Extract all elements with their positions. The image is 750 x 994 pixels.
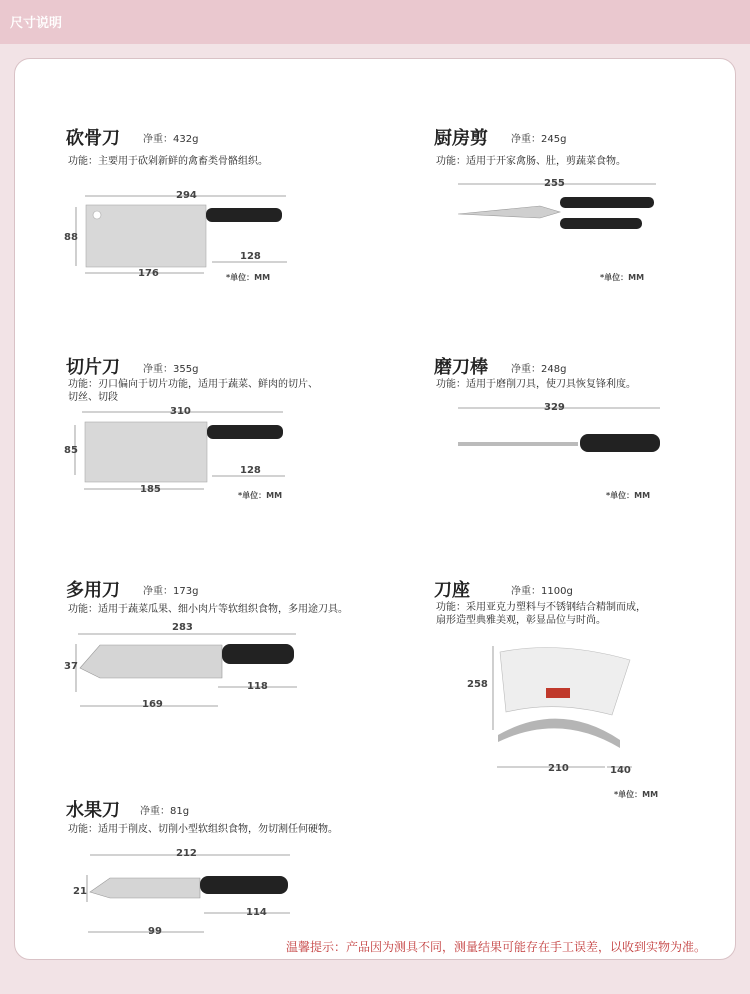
product-function-line2: 扇形造型典雅美观，彰显品位与时尚。 xyxy=(436,615,606,626)
product-name-slicer: 切片刀 xyxy=(66,357,120,378)
product-weight: 净重：245g xyxy=(511,134,567,145)
dimension-length: 294 xyxy=(176,190,197,201)
product-name-utility-knife: 多用刀 xyxy=(66,580,120,601)
dimension-blade: 169 xyxy=(142,699,163,710)
dimension-blade: 176 xyxy=(138,268,159,279)
dimension-length: 329 xyxy=(544,402,565,413)
unit-label: *单位：MM xyxy=(606,491,651,500)
product-function-line1: 功能：刃口偏向于切片功能，适用于蔬菜、鲜肉的切片、 xyxy=(68,379,318,390)
dimension-length: 212 xyxy=(176,848,197,859)
product-function: 功能：适用于磨削刀具，使刀具恢复锋利度。 xyxy=(436,379,636,390)
footer-tip: 温馨提示：产品因为测具不同，测量结果可能存在手工误差，以收到实物为准。 xyxy=(286,940,707,954)
dimension-length: 310 xyxy=(170,406,191,417)
product-name-fruit-knife: 水果刀 xyxy=(66,800,120,821)
product-function: 功能：适用于削皮、切削小型软组织食物，勿切割任何硬物。 xyxy=(68,824,338,835)
fruit-handle-image xyxy=(200,876,288,894)
dimension-handle: 128 xyxy=(240,465,261,476)
dimension-height: 258 xyxy=(467,679,488,690)
dimension-height: 37 xyxy=(64,661,78,672)
product-name-knife-block: 刀座 xyxy=(434,580,470,601)
dimension-handle: 128 xyxy=(240,251,261,262)
product-weight: 净重：432g xyxy=(143,134,199,145)
dimension-width: 210 xyxy=(548,763,569,774)
dimension-handle: 118 xyxy=(247,681,268,692)
dimension-height: 21 xyxy=(73,886,87,897)
product-name-scissors: 厨房剪 xyxy=(434,128,488,149)
dimension-length: 283 xyxy=(172,622,193,633)
fruit-blade-image xyxy=(90,878,200,898)
product-function: 功能：适用于蔬菜瓜果、细小肉片等软组织食物，多用途刀具。 xyxy=(68,604,348,615)
dimension-blade: 185 xyxy=(140,484,161,495)
product-function: 功能：主要用于砍剁新鲜的禽畜类骨骼组织。 xyxy=(68,156,268,167)
dimension-depth: 140 xyxy=(610,765,631,776)
product-function-line1: 功能：采用亚克力塑料与不锈钢结合精制而成， xyxy=(436,602,646,613)
dimension-handle: 114 xyxy=(246,907,267,918)
dimension-height: 85 xyxy=(64,445,78,456)
dimension-length: 255 xyxy=(544,178,565,189)
product-function-line2: 切丝、切段 xyxy=(68,392,118,403)
unit-label: *单位：MM xyxy=(226,273,271,282)
section-title: 尺寸说明 xyxy=(10,16,63,31)
unit-label: *单位：MM xyxy=(238,491,283,500)
product-weight: 净重：1100g xyxy=(511,586,573,597)
unit-label: *单位：MM xyxy=(614,790,659,799)
product-name-chopper: 砍骨刀 xyxy=(66,128,120,149)
unit-label: *单位：MM xyxy=(600,273,645,282)
product-weight: 净重：81g xyxy=(140,806,190,817)
dimension-blade: 99 xyxy=(148,926,162,937)
product-name-sharpener: 磨刀棒 xyxy=(434,357,488,378)
product-weight: 净重：173g xyxy=(143,586,199,597)
product-weight: 净重：248g xyxy=(511,364,567,375)
product-weight: 净重：355g xyxy=(143,364,199,375)
dimension-height: 88 xyxy=(64,232,78,243)
product-function: 功能：适用于开家禽肠、肚，剪蔬菜食物。 xyxy=(436,156,626,167)
